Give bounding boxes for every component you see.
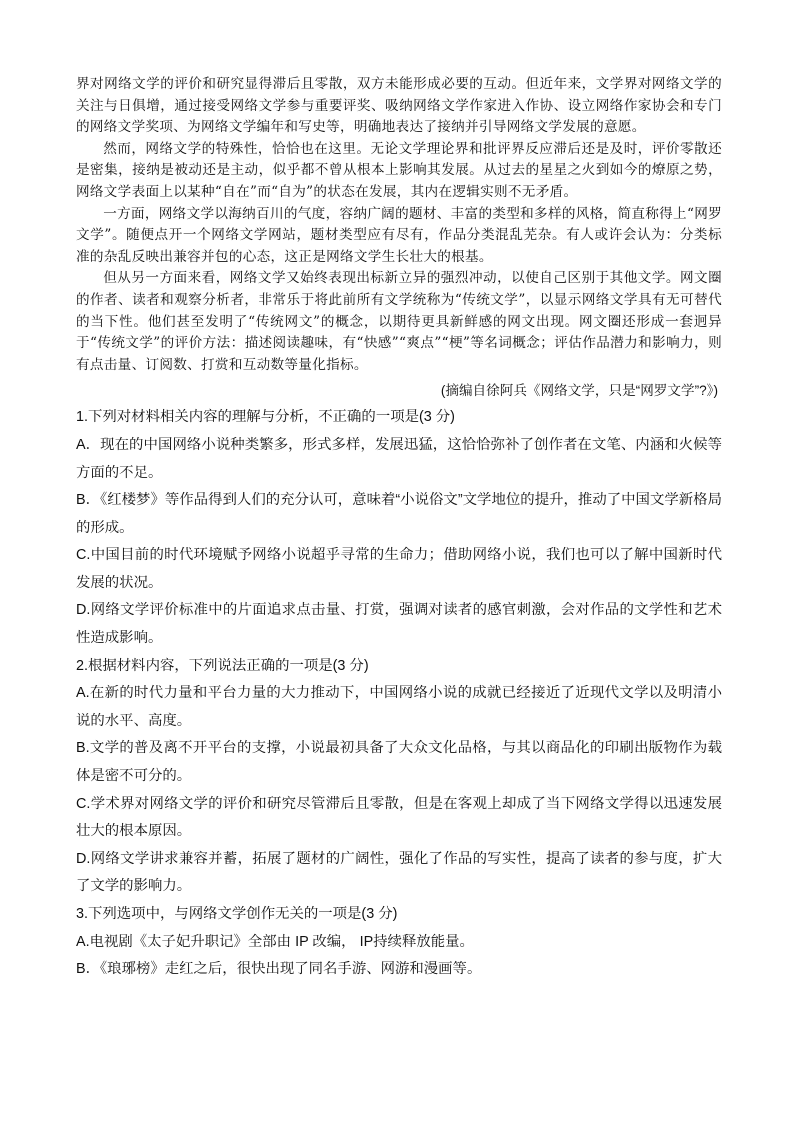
- question-list: [76, 404, 722, 983]
- question-1-option-a: A．现在的中国网络小说种类繁多，形式多样，发展迅猛，这恰恰弥补了创作者在文笔、内涵和火候等方面的不足。: [76, 436, 722, 481]
- question-2: [76, 653, 722, 901]
- question-3-stem: 3.下列选项中，与网络文学创作无关的一项是(3 分): [76, 906, 398, 922]
- source-citation: (摘编自徐阿兵《网络文学，只是“网罗文学”?》): [440, 383, 718, 399]
- question-1-option-b: B．《红楼梦》等作品得到人们的充分认可，意味着“小说俗文”文学地位的提升，推动了中国文学新格局的形成。: [76, 492, 722, 536]
- passage-paragraph-2: 然而，网络文学的特殊性，恰恰也在这里。无论文学理论界和批评界反应滞后还是及时，评价零散还是密集，接纳是被动还是主动，似乎都不曾从根本上影响其发展。从过去的星星之火到如今的燎原之势，网络文学表面上以某种“自在”而“自为”的状态在发展，其内在逻辑实则不无矛盾。: [76, 140, 722, 200]
- question-1-option-d: D.网络文学评价标准中的片面追求点击量、打赏，强调对读者的感官刺激，会对作品的文学性和艺术性造成影响。: [76, 602, 722, 647]
- passage-paragraph-4: 但从另一方面来看，网络文学又始终表现出标新立异的强烈冲动，以使自己区别于其他文学。网文圈的作者、读者和观察分析者，非常乐于将此前所有文学统称为“传统文学”，以显示网络文学具有无可替代的当下性。他们甚至发明了“传统网文”的概念，以期待更具新鲜感的网文出现。网文圈还形成一套迥异于“传统文学”的评价方法：描述阅读趣味，有“快感”“爽点”“梗”等名词概念；评估作品潜力和影响力，则有点击量、订阅数、打赏和互动数等量化指标。: [76, 270, 722, 373]
- question-1-stem: 1.下列对材料相关内容的理解与分析，不正确的一项是(3 分): [76, 409, 455, 426]
- passage-paragraph-3: 一方面，网络文学以海纳百川的气度，容纳广阔的题材、丰富的类型和多样的风格，简直称得上“网罗文学”。随便点开一个网络文学网站，题材类型应有尽有，作品分类混乱芜杂。有人或许会认为：分类标准的杂乱反映出兼容并包的心态，这正是网络文学生长壮大的根基。: [76, 205, 722, 265]
- question-2-option-a: A.在新的时代力量和平台力量的大力推动下，中国网络小说的成就已经接近了近现代文学以及明清小说的水平、高度。: [76, 685, 722, 729]
- passage-paragraph-1: 界对网络文学的评价和研究显得滞后且零散，双方未能形成必要的互动。但近年来，文学界对网络文学的关注与日俱增，通过接受网络文学参与重要评奖、吸纳网络文学作家进入作协、设立网络作家协会和专门的网络文学奖项、为网络文学编年和写史等，明确地表达了接纳并引导网络文学发展的意愿。: [76, 76, 722, 136]
- question-1-option-c: C.中国目前的时代环境赋予网络小说超乎寻常的生命力；借助网络小说，我们也可以了解中国新时代发展的状况。: [76, 547, 722, 591]
- question-1: [76, 404, 722, 652]
- question-2-stem: 2.根据材料内容，下列说法正确的一项是(3 分): [76, 657, 369, 674]
- question-2-option-c: C.学术界对网络文学的评价和研究尽管滞后且零散，但是在客观上却成了当下网络文学得以迅速发展壮大的根本原因。: [76, 795, 722, 840]
- question-2-option-b: B.文学的普及离不开平台的支撑，小说最初具备了大众文化品格，与其以商品化的印刷出版物作为载体是密不可分的。: [76, 740, 722, 785]
- question-2-option-d: D.网络文学讲求兼容并蓄，拓展了题材的广阔性，强化了作品的写实性，提高了读者的参与度，扩大了文学的影响力。: [76, 850, 722, 895]
- reading-passage: [76, 74, 722, 376]
- question-3-option-b: B．《琅琊榜》走红之后，很快出现了同名手游、网游和漫画等。: [76, 961, 482, 978]
- question-3-option-a: A.电视剧《太子妃升职记》全部由 IP 改编， IP持续释放能量。: [76, 933, 474, 950]
- question-3: [76, 901, 722, 984]
